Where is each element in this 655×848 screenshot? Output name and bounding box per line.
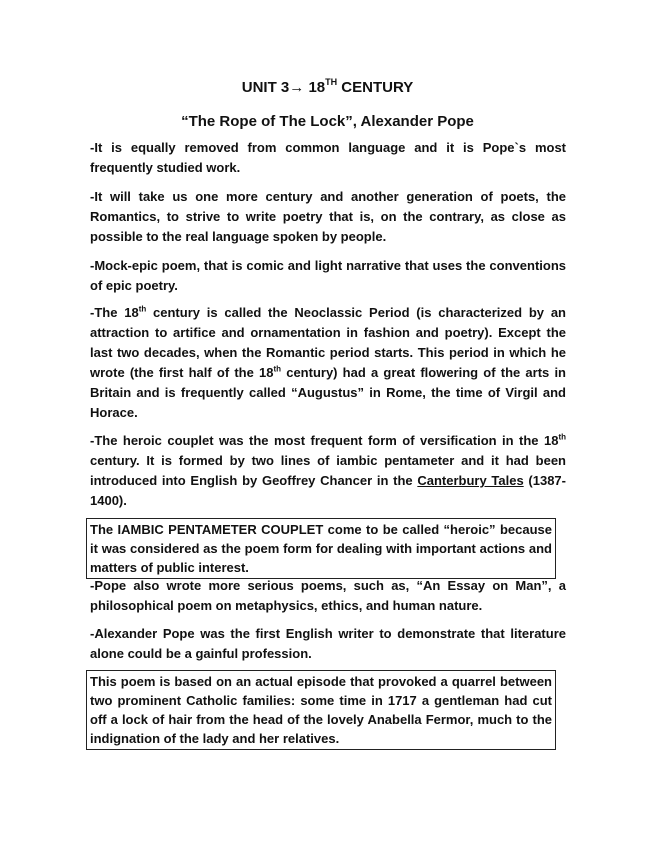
paragraph-5-part-a: -The heroic couplet was the most frequent form of versification in the 18 <box>90 433 559 448</box>
work-heading: “The Rope of The Lock”, Alexander Pope <box>181 113 474 130</box>
paragraph-5-part-c: (1387-1400). <box>90 473 566 508</box>
paragraph-3: -Mock-epic poem, that is comic and light narrative that uses the conventions of epic poetry. <box>90 258 566 293</box>
unit-heading-prefix: UNIT 3 <box>241 79 290 96</box>
paragraph-4-sup-a: th <box>138 304 147 314</box>
callout-box-poem-origin: This poem is based on an actual episode that provoked a quarrel between two prominent Catholic families: some time in 1717 a gentleman had cut off a lock of hair from the head of the lovely Anabella Fermor, much to the indignation of the lady and her relatives. <box>86 670 556 750</box>
unit-heading-suffix: CENTURY <box>337 79 414 96</box>
paragraph-4-part-c: century) had a great flowering of the arts in Britain and is frequently called “Augustus” in Rome, the time of Virgil and Horace. <box>90 365 566 420</box>
paragraph-5-part-b: century. It is formed by two lines of iambic pentameter and it had been introduced into English by Geoffrey Chancer in the <box>90 453 566 488</box>
paragraph-4-sup-b: th <box>273 364 282 374</box>
canterbury-tales-title: Canterbury Tales <box>417 473 524 488</box>
paragraph-1: -It is equally removed from common language and it is Pope`s most frequently studied work. <box>90 140 566 175</box>
paragraph-5-sup-a: th <box>558 432 566 442</box>
paragraph-7: -Alexander Pope was the first English writer to demonstrate that literature alone could be a gainful profession. <box>90 626 566 661</box>
paragraph-4 <box>90 303 566 423</box>
paragraph-2: -It will take us one more century and another generation of poets, the Romantics, to strive to write poetry that is, on the contrary, as close as possible to the real language spoken by people. <box>90 189 566 244</box>
unit-heading-sup: TH <box>325 77 338 87</box>
unit-heading <box>0 78 655 98</box>
callout-box-heroic-couplet: The IAMBIC PENTAMETER COUPLET come to be called “heroic” because it was considered as the poem form for dealing with important actions and matters of public interest. <box>86 518 556 579</box>
unit-heading-number: 18 <box>308 79 326 96</box>
paragraph-5 <box>90 431 566 511</box>
paragraph-4-part-a: -The 18 <box>90 305 139 320</box>
paragraph-4-part-b: century is called the Neoclassic Period (is characterized by an attraction to artifice and ornamentation in fashion and poetry). Except the last two decades, when the Romantic period starts. This period in which he wrote (the first half of the 18 <box>90 305 566 380</box>
arrow-icon: → <box>289 79 305 96</box>
paragraph-6: -Pope also wrote more serious poems, such as, “An Essay on Man”, a philosophical poem on metaphysics, ethics, and human nature. <box>90 578 566 613</box>
